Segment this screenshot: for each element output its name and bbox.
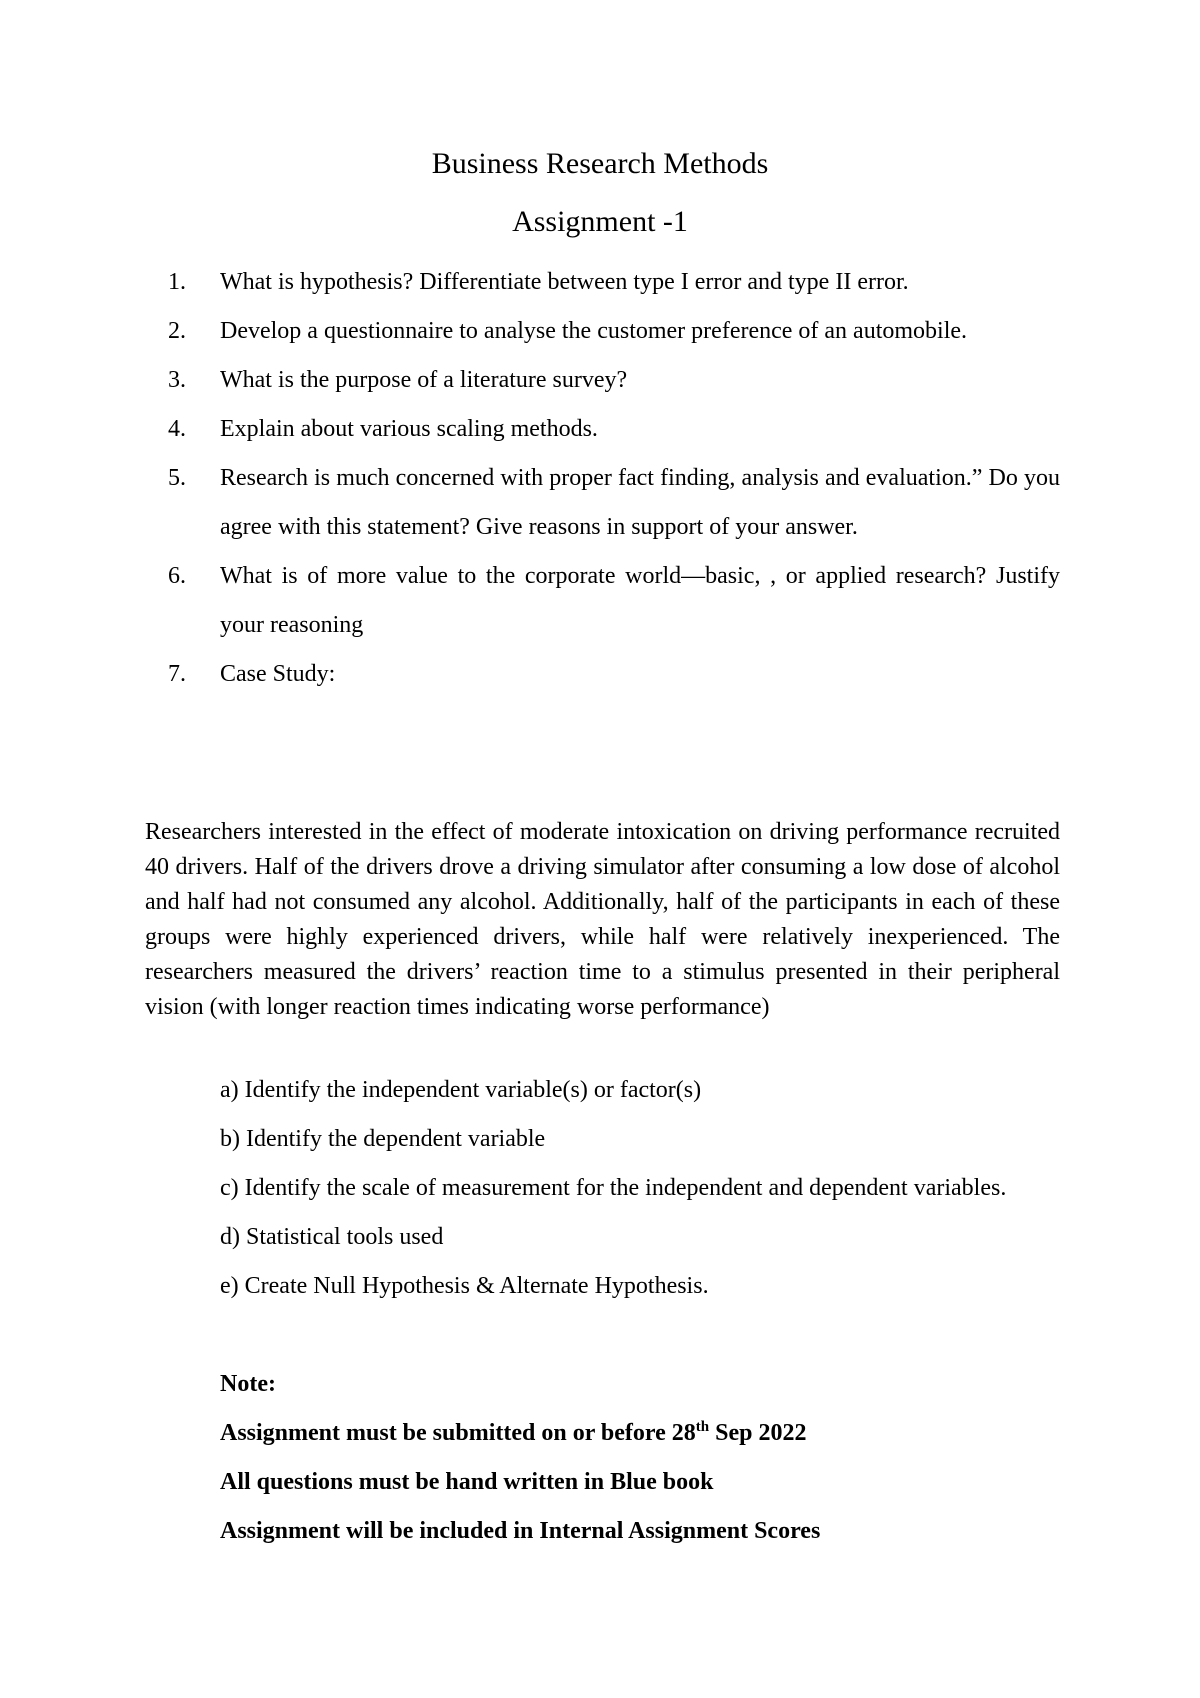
sub-question-a: a) Identify the independent variable(s) or factor(s) (220, 1077, 702, 1103)
case-study-paragraph: Researchers interested in the effect of moderate intoxication on driving performance recruited 40 drivers. Half of the drivers drove a driving simulator after consuming a low dose of alcohol and half had not consumed any alcohol. Additionally, half of the participants in each of these groups were highly experienced drivers, while half were relatively inexperienced. The researchers measured the drivers’ reaction time to a stimulus presented in their peripheral vision (with longer reaction times indicating worse performance) (145, 819, 1060, 1020)
question-text: Explain about various scaling methods. (220, 416, 598, 442)
question-item (168, 650, 1060, 699)
question-number: 5. (168, 465, 186, 491)
question-text: What is of more value to the corporate world—basic, , or applied research? Justify your reasoning (220, 563, 1060, 638)
question-number: 7. (168, 661, 186, 687)
question-text: Develop a questionnaire to analyse the customer preference of an automobile. (220, 318, 968, 344)
question-number: 6. (168, 563, 186, 589)
question-number: 3. (168, 367, 186, 393)
sub-question-e: e) Create Null Hypothesis & Alternate Hypothesis. (220, 1273, 709, 1299)
sub-question-b: b) Identify the dependent variable (220, 1126, 546, 1152)
sub-question-d: d) Statistical tools used (220, 1224, 444, 1250)
question-number: 4. (168, 416, 186, 442)
note-deadline (220, 1409, 1060, 1458)
question-item (168, 356, 1060, 405)
question-item (168, 307, 1060, 356)
question-item (168, 552, 1060, 650)
question-text: What is hypothesis? Differentiate between type I error and type II error. (220, 269, 909, 295)
note-heading: Note: (220, 1371, 276, 1397)
note-internal-scores: Assignment will be included in Internal Assignment Scores (220, 1518, 821, 1544)
case-study-sub-questions (220, 1066, 1060, 1311)
question-number: 1. (168, 269, 186, 295)
question-text: Research is much concerned with proper fact finding, analysis and evaluation.” Do you agree with this statement? Give reasons in support of your answer. (220, 465, 1060, 540)
question-text: What is the purpose of a literature survey? (220, 367, 628, 393)
question-number: 2. (168, 318, 186, 344)
note-deadline-suffix: Sep 2022 (709, 1420, 807, 1446)
note-blue-book: All questions must be hand written in Blue book (220, 1469, 714, 1495)
question-item (168, 405, 1060, 454)
assignment-subtitle: Assignment -1 (512, 205, 688, 238)
sub-question-c: c) Identify the scale of measurement for the independent and dependent variables. (220, 1175, 1007, 1201)
question-text: Case Study: (220, 661, 336, 687)
note-deadline-prefix: Assignment must be submitted on or before 28 (220, 1420, 696, 1446)
note-deadline-ordinal: th (695, 1419, 710, 1435)
notes-section (220, 1360, 1060, 1556)
question-item (168, 258, 1060, 307)
question-list (168, 258, 1060, 699)
document-title: Business Research Methods (431, 147, 769, 180)
question-item (168, 454, 1060, 552)
